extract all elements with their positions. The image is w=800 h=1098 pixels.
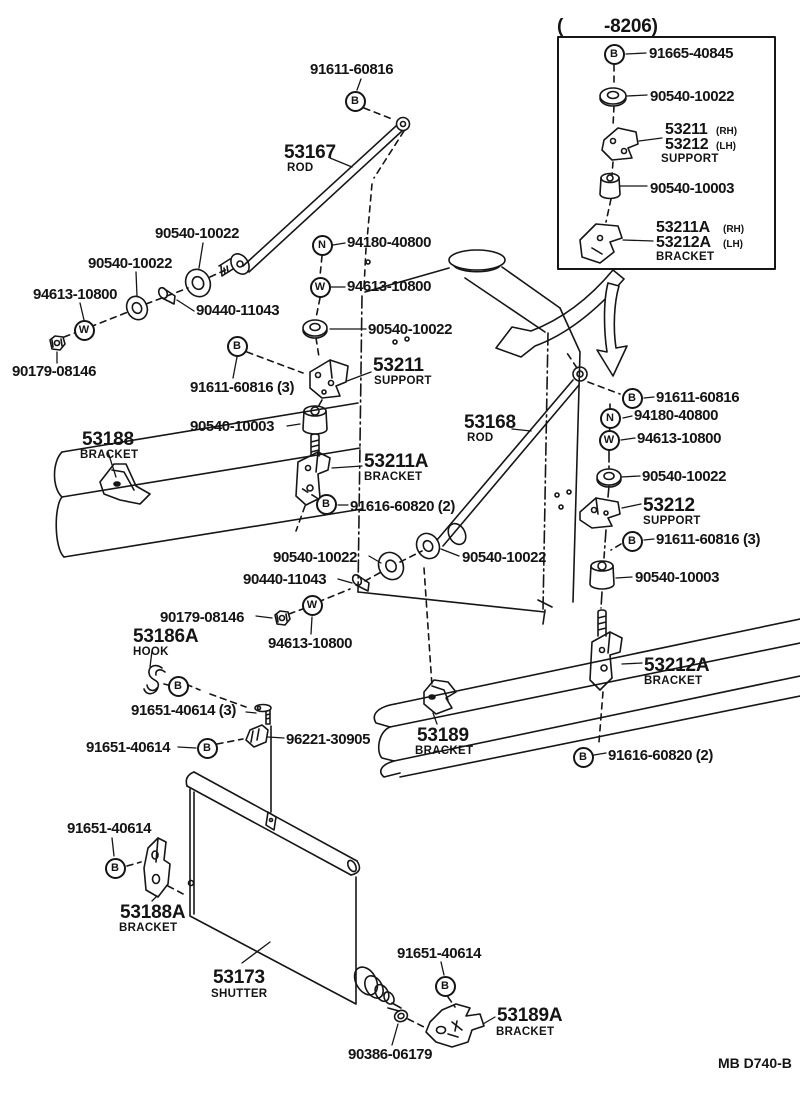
callout-n-icon: N xyxy=(600,408,621,429)
label-94180-40800: 94180-40800 xyxy=(347,234,432,251)
label-91651-40614: 91651-40614 xyxy=(67,820,152,837)
label-91611-60816: 91611-60816 xyxy=(310,61,394,78)
label-90440-11043: 90440-11043 xyxy=(196,302,280,319)
label-rod: ROD xyxy=(467,432,494,444)
label-53212: 53212 xyxy=(643,495,695,516)
label-53186a: 53186A xyxy=(133,626,199,647)
label-94613-10800: 94613-10800 xyxy=(347,278,432,295)
label-90540-10003: 90540-10003 xyxy=(650,180,735,197)
callout-b-icon: B xyxy=(316,494,337,515)
callout-b-icon: B xyxy=(227,336,248,357)
callout-w-icon: W xyxy=(310,277,331,298)
label-53211a: 53211A xyxy=(656,219,710,236)
label-91611-60816-3-: 91611-60816 (3) xyxy=(190,379,295,396)
label-94613-10800: 94613-10800 xyxy=(33,286,118,303)
direction-arrows xyxy=(496,270,627,376)
label-91616-60820-2-: 91616-60820 (2) xyxy=(350,498,455,515)
callout-n-icon: N xyxy=(312,235,333,256)
label-bracket: BRACKET xyxy=(415,745,474,757)
label-53211: 53211 xyxy=(665,121,708,138)
label-91651-40614: 91651-40614 xyxy=(397,945,482,962)
callout-b-icon: B xyxy=(168,676,189,697)
label--: ( xyxy=(557,16,564,37)
label-90540-10022: 90540-10022 xyxy=(273,549,358,566)
label-shutter: SHUTTER xyxy=(211,988,268,1000)
callout-b-icon: B xyxy=(622,531,643,552)
label-91665-40845: 91665-40845 xyxy=(649,45,734,62)
label-bracket: BRACKET xyxy=(364,471,423,483)
rod-53167 xyxy=(219,79,410,288)
label-53211: 53211 xyxy=(373,355,424,376)
callout-b-icon: B xyxy=(604,44,625,65)
label-53212a: 53212A xyxy=(656,234,711,251)
label-94613-10800: 94613-10800 xyxy=(637,430,722,447)
label-bracket: BRACKET xyxy=(656,251,715,263)
label-90540-10003: 90540-10003 xyxy=(635,569,720,586)
label-bracket: BRACKET xyxy=(644,675,703,687)
label-bracket: BRACKET xyxy=(119,922,178,934)
shutter-53173 xyxy=(186,772,455,1045)
label-91651-40614: 91651-40614 xyxy=(86,739,171,756)
label-53211a: 53211A xyxy=(364,451,429,472)
label-90179-08146: 90179-08146 xyxy=(160,609,245,626)
callout-b-icon: B xyxy=(197,738,218,759)
label-90540-10022: 90540-10022 xyxy=(650,88,735,105)
label-53173: 53173 xyxy=(213,967,265,988)
label--rh-: (RH) xyxy=(723,224,745,235)
label-support: SUPPORT xyxy=(643,515,701,527)
label-91651-40614-3-: 91651-40614 (3) xyxy=(131,702,236,719)
callout-b-icon: B xyxy=(345,91,366,112)
callout-b-icon: B xyxy=(573,747,594,768)
label-90540-10022: 90540-10022 xyxy=(88,255,173,272)
callout-b-icon: B xyxy=(435,976,456,997)
label-53212a: 53212A xyxy=(644,655,710,676)
label-bracket: BRACKET xyxy=(496,1026,555,1038)
rod-53168 xyxy=(256,350,620,634)
bracket-53189A xyxy=(426,1004,495,1047)
label-bracket: BRACKET xyxy=(80,449,139,461)
label-53188: 53188 xyxy=(82,429,134,450)
label-support: SUPPORT xyxy=(374,375,432,387)
callout-b-icon: B xyxy=(105,858,126,879)
label-rod: ROD xyxy=(287,162,314,174)
callout-b-icon: B xyxy=(622,388,643,409)
callout-w-icon: W xyxy=(599,430,620,451)
label-90386-06179: 90386-06179 xyxy=(348,1046,433,1063)
label-53168: 53168 xyxy=(464,412,516,433)
label-94180-40800: 94180-40800 xyxy=(634,407,719,424)
label-support: SUPPORT xyxy=(661,153,719,165)
label-96221-30905: 96221-30905 xyxy=(286,731,371,748)
label-90540-10003: 90540-10003 xyxy=(190,418,275,435)
label-91616-60820-2-: 91616-60820 (2) xyxy=(608,747,713,764)
label-mb-d740-b: MB D740-B xyxy=(718,1055,792,1071)
label-94613-10800: 94613-10800 xyxy=(268,635,353,652)
callout-w-icon: W xyxy=(302,595,323,616)
label-hook: HOOK xyxy=(133,646,169,658)
label-91611-60816: 91611-60816 xyxy=(656,389,740,406)
label-90540-10022: 90540-10022 xyxy=(155,225,240,242)
callout-w-icon: W xyxy=(74,320,95,341)
label-53167: 53167 xyxy=(284,142,336,163)
label-53189: 53189 xyxy=(417,725,469,746)
label-90440-11043: 90440-11043 xyxy=(243,571,327,588)
label-90179-08146: 90179-08146 xyxy=(12,363,97,380)
label--lh-: (LH) xyxy=(716,141,736,152)
label-91611-60816-3-: 91611-60816 (3) xyxy=(656,531,761,548)
label-90540-10022: 90540-10022 xyxy=(462,549,547,566)
label--lh-: (LH) xyxy=(723,239,743,250)
label-53188a: 53188A xyxy=(120,902,186,923)
label-53189a: 53189A xyxy=(497,1005,563,1026)
label-90540-10022: 90540-10022 xyxy=(368,321,453,338)
label--rh-: (RH) xyxy=(716,126,738,137)
label-90540-10022: 90540-10022 xyxy=(642,468,727,485)
label--8206-: -8206) xyxy=(604,16,658,37)
label-53212: 53212 xyxy=(665,136,709,153)
